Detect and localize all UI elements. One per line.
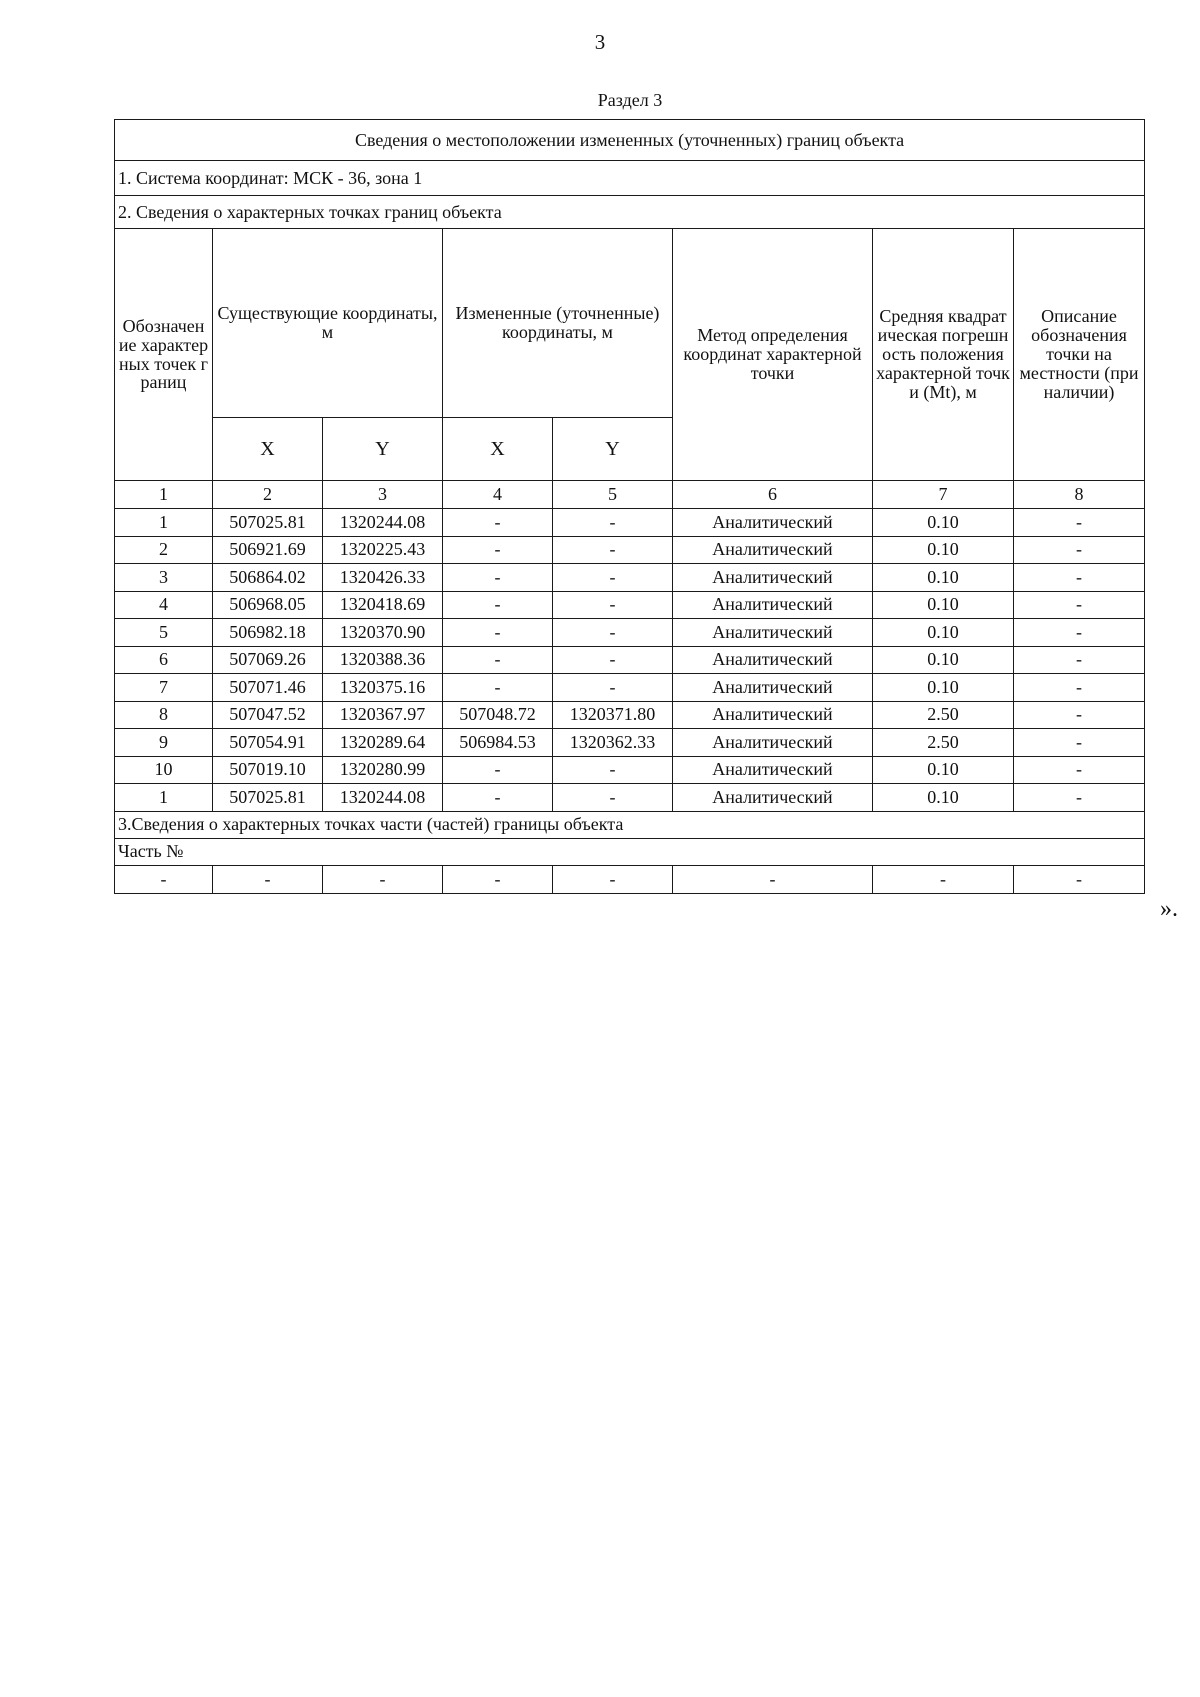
header-changed-coords: Измененные (уточненные) координаты, м [443,229,673,418]
column-number: 7 [873,481,1014,509]
cell-point: 1 [115,784,213,812]
cell-mean-error: 0.10 [873,619,1014,647]
cell-existing-x: 507047.52 [213,701,323,729]
cell-description: - [1014,674,1145,702]
header-description: Описание обозначения точки на местности (при наличии) [1014,229,1145,481]
cell-description: - [1014,784,1145,812]
cell-description: - [1014,509,1145,537]
cell-changed-y: - [553,784,673,812]
cell-changed-x: - [443,619,553,647]
header-changed-x: X [443,418,553,481]
cell-existing-y: 1320388.36 [323,646,443,674]
cell-existing-y: 1320370.90 [323,619,443,647]
cell-existing-y: 1320418.69 [323,591,443,619]
cell-existing-x: 507019.10 [213,756,323,784]
cell-existing-x: 506968.05 [213,591,323,619]
cell-changed-x: - [443,756,553,784]
cell-existing-x: 507054.91 [213,729,323,757]
cell-description: - [1014,536,1145,564]
column-number: 1 [115,481,213,509]
empty-cell: - [1014,865,1145,893]
cell-existing-y: 1320244.08 [323,784,443,812]
cell-changed-y: 1320371.80 [553,701,673,729]
cell-point: 9 [115,729,213,757]
table-row [115,756,1145,784]
header-method: Метод определения координат характерной точки [673,229,873,481]
page-number: 3 [594,30,606,54]
cell-point: 5 [115,619,213,647]
column-number: 2 [213,481,323,509]
cell-method: Аналитический [673,729,873,757]
column-number: 4 [443,481,553,509]
cell-changed-x: - [443,591,553,619]
table-row [115,536,1145,564]
cell-changed-x: - [443,536,553,564]
cell-changed-y: - [553,756,673,784]
cell-existing-y: 1320280.99 [323,756,443,784]
empty-cell: - [323,865,443,893]
cell-mean-error: 0.10 [873,674,1014,702]
table-row [115,701,1145,729]
column-number: 8 [1014,481,1145,509]
cell-method: Аналитический [673,564,873,592]
cell-existing-y: 1320367.97 [323,701,443,729]
cell-changed-y: - [553,619,673,647]
cell-changed-x: 506984.53 [443,729,553,757]
cell-point: 1 [115,509,213,537]
points-heading-row [115,196,1145,229]
cell-changed-y: - [553,674,673,702]
cell-changed-y: - [553,564,673,592]
cell-description: - [1014,729,1145,757]
cell-method: Аналитический [673,509,873,537]
table-row [115,509,1145,537]
table-row [115,591,1145,619]
points-heading: 2. Сведения о характерных точках границ объекта [115,196,1145,229]
header-existing-y: Y [323,418,443,481]
part-label-row [115,838,1145,865]
cell-description: - [1014,646,1145,674]
cell-mean-error: 0.10 [873,564,1014,592]
cell-mean-error: 0.10 [873,784,1014,812]
cell-method: Аналитический [673,674,873,702]
cell-changed-x: - [443,509,553,537]
closing-quote-mark: ». [1160,896,1178,922]
cell-changed-y: - [553,591,673,619]
empty-cell: - [443,865,553,893]
table-row [115,729,1145,757]
empty-cell: - [873,865,1014,893]
table-row [115,619,1145,647]
cell-point: 3 [115,564,213,592]
header-changed-y: Y [553,418,673,481]
parts-heading: 3.Сведения о характерных точках части (частей) границы объекта [115,811,1145,838]
coordinate-system-row [115,161,1145,196]
cell-method: Аналитический [673,646,873,674]
cell-changed-x: 507048.72 [443,701,553,729]
cell-mean-error: 2.50 [873,729,1014,757]
table-row [115,784,1145,812]
table-row [115,646,1145,674]
cell-existing-x: 506982.18 [213,619,323,647]
cell-changed-x: - [443,564,553,592]
part-empty-row [115,865,1145,893]
cell-description: - [1014,701,1145,729]
cell-method: Аналитический [673,619,873,647]
cell-mean-error: 0.10 [873,646,1014,674]
cell-changed-x: - [443,674,553,702]
cell-existing-x: 506921.69 [213,536,323,564]
cell-existing-x: 506864.02 [213,564,323,592]
cell-existing-y: 1320426.33 [323,564,443,592]
cell-description: - [1014,619,1145,647]
cell-existing-y: 1320289.64 [323,729,443,757]
cell-description: - [1014,591,1145,619]
column-number: 3 [323,481,443,509]
cell-existing-x: 507025.81 [213,784,323,812]
cell-existing-y: 1320375.16 [323,674,443,702]
cell-description: - [1014,756,1145,784]
cell-point: 8 [115,701,213,729]
cell-changed-x: - [443,784,553,812]
cell-method: Аналитический [673,536,873,564]
cell-changed-y: - [553,536,673,564]
table-row [115,674,1145,702]
column-numbers-row [115,481,1145,509]
cell-method: Аналитический [673,784,873,812]
cell-mean-error: 0.10 [873,591,1014,619]
cell-method: Аналитический [673,756,873,784]
cell-existing-x: 507025.81 [213,509,323,537]
cell-existing-x: 507069.26 [213,646,323,674]
cell-point: 6 [115,646,213,674]
empty-cell: - [115,865,213,893]
section-title: Раздел 3 [597,90,663,110]
header-mean-error: Средняя квадратическая погрешность положения характерной точки (Mt), м [873,229,1014,481]
part-label: Часть № [115,838,1145,865]
boundary-points-table [114,119,1145,894]
cell-point: 10 [115,756,213,784]
empty-cell: - [213,865,323,893]
parts-heading-row [115,811,1145,838]
cell-existing-y: 1320225.43 [323,536,443,564]
cell-mean-error: 0.10 [873,536,1014,564]
cell-description: - [1014,564,1145,592]
cell-existing-y: 1320244.08 [323,509,443,537]
table-row [115,564,1145,592]
cell-mean-error: 0.10 [873,756,1014,784]
header-existing-x: X [213,418,323,481]
header-existing-coords: Существующие координаты, м [213,229,443,418]
table-caption: Сведения о местоположении измененных (уточненных) границ объекта [115,120,1145,161]
empty-cell: - [553,865,673,893]
cell-mean-error: 2.50 [873,701,1014,729]
header-point-designation: Обозначение характерных точек границ [115,229,213,481]
cell-changed-x: - [443,646,553,674]
table-caption-row [115,120,1145,161]
cell-method: Аналитический [673,591,873,619]
column-number: 5 [553,481,673,509]
cell-existing-x: 507071.46 [213,674,323,702]
cell-mean-error: 0.10 [873,509,1014,537]
cell-point: 7 [115,674,213,702]
table-body [115,120,1145,894]
cell-changed-y: - [553,509,673,537]
cell-point: 4 [115,591,213,619]
coordinate-system: 1. Система координат: МСК - 36, зона 1 [115,161,1145,196]
empty-cell: - [673,865,873,893]
header-row-1 [115,229,1145,418]
cell-point: 2 [115,536,213,564]
column-number: 6 [673,481,873,509]
cell-changed-y: - [553,646,673,674]
cell-method: Аналитический [673,701,873,729]
cell-changed-y: 1320362.33 [553,729,673,757]
